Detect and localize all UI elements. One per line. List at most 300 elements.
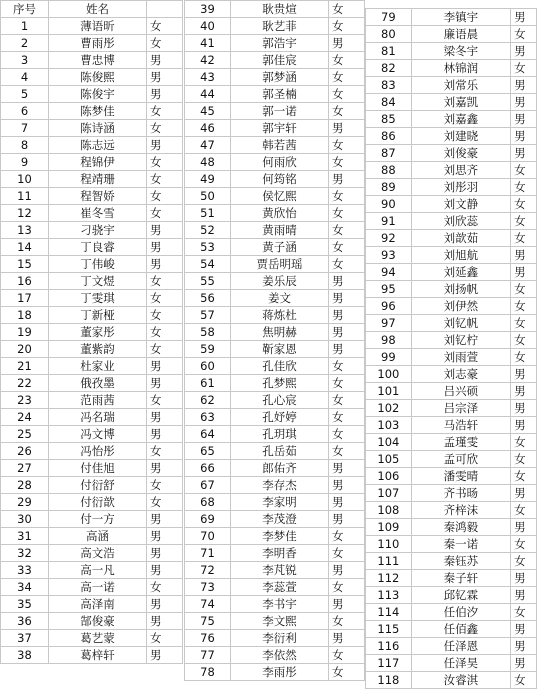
cell-name[interactable]: 何筠铭 xyxy=(231,171,329,188)
cell-no[interactable]: 50 xyxy=(185,188,231,205)
cell-name[interactable]: 郭宇轩 xyxy=(231,120,329,137)
cell-no[interactable]: 73 xyxy=(185,579,231,596)
cell-name[interactable]: 秦一诺 xyxy=(411,536,510,553)
cell-no[interactable]: 113 xyxy=(366,587,412,604)
cell-no[interactable]: 77 xyxy=(185,647,231,664)
cell-no[interactable]: 28 xyxy=(1,477,49,494)
cell-name[interactable]: 陈俊宇 xyxy=(49,86,147,103)
cell-gender[interactable]: 女 xyxy=(147,18,183,35)
cell-no[interactable]: 5 xyxy=(1,86,49,103)
cell-gender[interactable]: 男 xyxy=(511,366,537,383)
cell-name[interactable]: 李依然 xyxy=(231,647,329,664)
cell-name[interactable]: 刘嘉凯 xyxy=(411,94,510,111)
cell-gender[interactable]: 女 xyxy=(329,545,365,562)
cell-gender[interactable]: 女 xyxy=(329,188,365,205)
cell-no[interactable]: 67 xyxy=(185,477,231,494)
cell-no[interactable]: 75 xyxy=(185,613,231,630)
cell-gender[interactable]: 男 xyxy=(147,375,183,392)
cell-name[interactable]: 靳家恩 xyxy=(231,341,329,358)
cell-no[interactable]: 101 xyxy=(366,383,412,400)
cell-gender[interactable]: 男 xyxy=(329,324,365,341)
cell-gender[interactable]: 女 xyxy=(329,154,365,171)
cell-gender[interactable]: 女 xyxy=(147,307,183,324)
cell-gender[interactable]: 男 xyxy=(147,69,183,86)
cell-name[interactable]: 吕宗泽 xyxy=(411,400,510,417)
cell-gender[interactable]: 女 xyxy=(511,604,537,621)
cell-gender[interactable]: 女 xyxy=(147,477,183,494)
cell-name[interactable]: 秦钰苏 xyxy=(411,553,510,570)
cell-no[interactable]: 22 xyxy=(1,375,49,392)
cell-no[interactable]: 18 xyxy=(1,307,49,324)
cell-gender[interactable]: 女 xyxy=(329,86,365,103)
cell-gender[interactable]: 男 xyxy=(511,485,537,502)
cell-gender[interactable]: 女 xyxy=(511,213,537,230)
cell-name[interactable]: 程锦伊 xyxy=(49,154,147,171)
cell-gender[interactable]: 女 xyxy=(511,281,537,298)
cell-name[interactable]: 丁伟峻 xyxy=(49,256,147,273)
cell-no[interactable]: 102 xyxy=(366,400,412,417)
cell-gender[interactable]: 男 xyxy=(147,562,183,579)
cell-gender[interactable]: 女 xyxy=(147,630,183,647)
cell-name[interactable]: 冯文博 xyxy=(49,426,147,443)
cell-gender[interactable]: 女 xyxy=(329,222,365,239)
cell-gender[interactable]: 女 xyxy=(329,103,365,120)
cell-name[interactable]: 郭梦涵 xyxy=(231,69,329,86)
cell-no[interactable]: 82 xyxy=(366,60,412,77)
cell-no[interactable]: 95 xyxy=(366,281,412,298)
cell-name[interactable]: 任伯汐 xyxy=(411,604,510,621)
cell-gender[interactable]: 女 xyxy=(147,392,183,409)
cell-gender[interactable]: 男 xyxy=(511,94,537,111)
cell-gender[interactable]: 女 xyxy=(147,171,183,188)
cell-no[interactable]: 97 xyxy=(366,315,412,332)
cell-gender[interactable]: 男 xyxy=(147,596,183,613)
cell-no[interactable]: 57 xyxy=(185,307,231,324)
cell-gender[interactable]: 男 xyxy=(329,562,365,579)
cell-gender[interactable]: 女 xyxy=(329,579,365,596)
cell-gender[interactable]: 女 xyxy=(511,162,537,179)
cell-no[interactable]: 118 xyxy=(366,672,412,689)
cell-no[interactable]: 49 xyxy=(185,171,231,188)
cell-name[interactable]: 董家彤 xyxy=(49,324,147,341)
cell-gender[interactable]: 男 xyxy=(329,630,365,647)
cell-gender[interactable]: 女 xyxy=(511,502,537,519)
cell-name[interactable]: 薄语昕 xyxy=(49,18,147,35)
cell-gender[interactable]: 女 xyxy=(147,341,183,358)
cell-name[interactable]: 侯忆熙 xyxy=(231,188,329,205)
cell-no[interactable]: 109 xyxy=(366,519,412,536)
cell-no[interactable]: 64 xyxy=(185,426,231,443)
cell-no[interactable]: 92 xyxy=(366,230,412,247)
cell-no[interactable]: 3 xyxy=(1,52,49,69)
cell-name[interactable]: 刘嘉鑫 xyxy=(411,111,510,128)
cell-no[interactable]: 104 xyxy=(366,434,412,451)
cell-name[interactable]: 孔妤婷 xyxy=(231,409,329,426)
cell-name[interactable]: 李存杰 xyxy=(231,477,329,494)
cell-name[interactable]: 杜家业 xyxy=(49,358,147,375)
cell-name[interactable]: 陈志远 xyxy=(49,137,147,154)
cell-no[interactable]: 98 xyxy=(366,332,412,349)
cell-name[interactable]: 陈俊熙 xyxy=(49,69,147,86)
cell-gender[interactable]: 女 xyxy=(329,426,365,443)
cell-name[interactable]: 冯名瑞 xyxy=(49,409,147,426)
cell-name[interactable]: 刘俊豪 xyxy=(411,145,510,162)
cell-gender[interactable]: 女 xyxy=(329,239,365,256)
cell-name[interactable]: 姜乐辰 xyxy=(231,273,329,290)
cell-no[interactable]: 81 xyxy=(366,43,412,60)
cell-name[interactable]: 刘常乐 xyxy=(411,77,510,94)
cell-gender[interactable]: 女 xyxy=(329,358,365,375)
cell-no[interactable]: 106 xyxy=(366,468,412,485)
cell-name[interactable]: 高一凡 xyxy=(49,562,147,579)
cell-name[interactable]: 李书宇 xyxy=(231,596,329,613)
cell-name[interactable]: 郭浩宇 xyxy=(231,35,329,52)
cell-no[interactable]: 53 xyxy=(185,239,231,256)
cell-gender[interactable]: 女 xyxy=(511,672,537,689)
cell-name[interactable]: 耿艺菲 xyxy=(231,18,329,35)
cell-gender[interactable]: 男 xyxy=(147,239,183,256)
cell-name[interactable]: 付佳旭 xyxy=(49,460,147,477)
cell-no[interactable]: 60 xyxy=(185,358,231,375)
cell-gender[interactable]: 男 xyxy=(329,290,365,307)
cell-no[interactable]: 114 xyxy=(366,604,412,621)
header-gender[interactable] xyxy=(147,1,183,18)
cell-no[interactable]: 51 xyxy=(185,205,231,222)
cell-name[interactable]: 齐书旸 xyxy=(411,485,510,502)
cell-name[interactable]: 高文浩 xyxy=(49,545,147,562)
cell-gender[interactable]: 女 xyxy=(147,120,183,137)
cell-no[interactable]: 38 xyxy=(1,647,49,664)
cell-name[interactable]: 吕兴硕 xyxy=(411,383,510,400)
cell-no[interactable]: 45 xyxy=(185,103,231,120)
cell-name[interactable]: 郭佳宸 xyxy=(231,52,329,69)
cell-gender[interactable]: 女 xyxy=(329,528,365,545)
cell-gender[interactable]: 女 xyxy=(329,409,365,426)
cell-gender[interactable]: 女 xyxy=(147,579,183,596)
cell-gender[interactable]: 男 xyxy=(329,511,365,528)
cell-gender[interactable]: 男 xyxy=(329,477,365,494)
cell-no[interactable]: 16 xyxy=(1,273,49,290)
cell-no[interactable]: 83 xyxy=(366,77,412,94)
cell-name[interactable]: 刘延鑫 xyxy=(411,264,510,281)
cell-no[interactable]: 4 xyxy=(1,69,49,86)
cell-gender[interactable]: 男 xyxy=(329,460,365,477)
cell-name[interactable]: 曹忠博 xyxy=(49,52,147,69)
cell-gender[interactable]: 女 xyxy=(147,443,183,460)
cell-no[interactable]: 31 xyxy=(1,528,49,545)
cell-gender[interactable]: 男 xyxy=(511,587,537,604)
cell-gender[interactable]: 男 xyxy=(147,511,183,528)
cell-gender[interactable]: 男 xyxy=(329,35,365,52)
cell-gender[interactable]: 男 xyxy=(147,358,183,375)
cell-no[interactable]: 79 xyxy=(366,9,412,26)
cell-no[interactable]: 1 xyxy=(1,18,49,35)
cell-name[interactable]: 李梦佳 xyxy=(231,528,329,545)
cell-no[interactable]: 9 xyxy=(1,154,49,171)
cell-name[interactable]: 付衍舒 xyxy=(49,477,147,494)
cell-name[interactable]: 刘钇帆 xyxy=(411,315,510,332)
cell-gender[interactable]: 男 xyxy=(147,613,183,630)
cell-no[interactable]: 40 xyxy=(185,18,231,35)
cell-gender[interactable]: 女 xyxy=(511,230,537,247)
cell-gender[interactable]: 男 xyxy=(329,120,365,137)
cell-gender[interactable]: 男 xyxy=(511,638,537,655)
cell-no[interactable]: 65 xyxy=(185,443,231,460)
cell-gender[interactable]: 男 xyxy=(511,383,537,400)
cell-name[interactable]: 刘钇柠 xyxy=(411,332,510,349)
cell-no[interactable]: 63 xyxy=(185,409,231,426)
cell-gender[interactable]: 男 xyxy=(511,111,537,128)
cell-gender[interactable]: 女 xyxy=(329,205,365,222)
cell-gender[interactable]: 女 xyxy=(147,103,183,120)
cell-name[interactable]: 刘歆茹 xyxy=(411,230,510,247)
cell-no[interactable]: 14 xyxy=(1,239,49,256)
cell-no[interactable]: 44 xyxy=(185,86,231,103)
cell-no[interactable]: 6 xyxy=(1,103,49,120)
cell-gender[interactable]: 女 xyxy=(511,315,537,332)
cell-no[interactable]: 32 xyxy=(1,545,49,562)
cell-no[interactable]: 116 xyxy=(366,638,412,655)
cell-no[interactable]: 52 xyxy=(185,222,231,239)
cell-name[interactable]: 刘旭航 xyxy=(411,247,510,264)
cell-gender[interactable]: 女 xyxy=(147,188,183,205)
cell-no[interactable]: 103 xyxy=(366,417,412,434)
cell-no[interactable]: 33 xyxy=(1,562,49,579)
cell-no[interactable]: 107 xyxy=(366,485,412,502)
cell-no[interactable]: 61 xyxy=(185,375,231,392)
cell-gender[interactable]: 男 xyxy=(329,273,365,290)
cell-name[interactable]: 郎佑齐 xyxy=(231,460,329,477)
cell-gender[interactable]: 男 xyxy=(329,341,365,358)
cell-gender[interactable]: 男 xyxy=(147,86,183,103)
cell-no[interactable]: 100 xyxy=(366,366,412,383)
cell-name[interactable]: 陈梦佳 xyxy=(49,103,147,120)
cell-gender[interactable]: 女 xyxy=(511,468,537,485)
cell-gender[interactable]: 女 xyxy=(511,349,537,366)
cell-no[interactable]: 89 xyxy=(366,179,412,196)
cell-no[interactable]: 39 xyxy=(185,1,231,18)
cell-name[interactable]: 俄孜墨 xyxy=(49,375,147,392)
cell-no[interactable]: 59 xyxy=(185,341,231,358)
cell-gender[interactable]: 男 xyxy=(147,426,183,443)
cell-name[interactable]: 黄欣怡 xyxy=(231,205,329,222)
cell-name[interactable]: 耿贵煊 xyxy=(231,1,329,18)
cell-no[interactable]: 58 xyxy=(185,324,231,341)
cell-gender[interactable]: 男 xyxy=(147,222,183,239)
cell-no[interactable]: 42 xyxy=(185,52,231,69)
cell-gender[interactable]: 女 xyxy=(147,35,183,52)
cell-gender[interactable]: 女 xyxy=(329,52,365,69)
cell-gender[interactable]: 女 xyxy=(511,553,537,570)
cell-no[interactable]: 54 xyxy=(185,256,231,273)
cell-no[interactable]: 37 xyxy=(1,630,49,647)
cell-no[interactable]: 29 xyxy=(1,494,49,511)
cell-name[interactable]: 孔岳茹 xyxy=(231,443,329,460)
cell-no[interactable]: 17 xyxy=(1,290,49,307)
cell-name[interactable]: 齐梓沫 xyxy=(411,502,510,519)
cell-name[interactable]: 刘欣蕊 xyxy=(411,213,510,230)
cell-name[interactable]: 高一诺 xyxy=(49,579,147,596)
cell-gender[interactable]: 女 xyxy=(147,494,183,511)
cell-name[interactable]: 贾岳明瑶 xyxy=(231,256,329,273)
cell-no[interactable]: 94 xyxy=(366,264,412,281)
cell-gender[interactable]: 男 xyxy=(329,596,365,613)
cell-name[interactable]: 丁良睿 xyxy=(49,239,147,256)
cell-no[interactable]: 74 xyxy=(185,596,231,613)
cell-no[interactable]: 36 xyxy=(1,613,49,630)
cell-no[interactable]: 55 xyxy=(185,273,231,290)
cell-gender[interactable]: 女 xyxy=(147,290,183,307)
cell-no[interactable]: 96 xyxy=(366,298,412,315)
cell-no[interactable]: 76 xyxy=(185,630,231,647)
cell-name[interactable]: 任泽恩 xyxy=(411,638,510,655)
cell-gender[interactable]: 女 xyxy=(329,137,365,154)
cell-no[interactable]: 78 xyxy=(185,664,231,681)
cell-name[interactable]: 孔心宸 xyxy=(231,392,329,409)
header-no[interactable]: 序号 xyxy=(1,1,49,18)
cell-name[interactable]: 李蕊萱 xyxy=(231,579,329,596)
cell-name[interactable]: 焦明赫 xyxy=(231,324,329,341)
cell-gender[interactable]: 女 xyxy=(511,434,537,451)
cell-no[interactable]: 88 xyxy=(366,162,412,179)
cell-name[interactable]: 孔梦熙 xyxy=(231,375,329,392)
cell-name[interactable]: 程靖珊 xyxy=(49,171,147,188)
cell-gender[interactable]: 男 xyxy=(329,307,365,324)
cell-name[interactable]: 任佰鑫 xyxy=(411,621,510,638)
cell-no[interactable]: 23 xyxy=(1,392,49,409)
cell-no[interactable]: 70 xyxy=(185,528,231,545)
cell-name[interactable]: 付一方 xyxy=(49,511,147,528)
cell-no[interactable]: 21 xyxy=(1,358,49,375)
cell-no[interactable]: 85 xyxy=(366,111,412,128)
cell-name[interactable]: 韩若茜 xyxy=(231,137,329,154)
cell-name[interactable]: 郭圣楠 xyxy=(231,86,329,103)
cell-gender[interactable]: 女 xyxy=(147,205,183,222)
cell-gender[interactable]: 男 xyxy=(511,128,537,145)
cell-gender[interactable]: 男 xyxy=(511,621,537,638)
cell-no[interactable]: 13 xyxy=(1,222,49,239)
cell-gender[interactable]: 女 xyxy=(511,332,537,349)
cell-name[interactable]: 高涵 xyxy=(49,528,147,545)
cell-name[interactable]: 李雨彤 xyxy=(231,664,329,681)
cell-no[interactable]: 87 xyxy=(366,145,412,162)
cell-gender[interactable]: 女 xyxy=(329,375,365,392)
cell-no[interactable]: 24 xyxy=(1,409,49,426)
cell-name[interactable]: 潘雯晴 xyxy=(411,468,510,485)
cell-gender[interactable]: 男 xyxy=(147,545,183,562)
cell-name[interactable]: 葛艺蒙 xyxy=(49,630,147,647)
cell-no[interactable]: 84 xyxy=(366,94,412,111)
cell-no[interactable]: 11 xyxy=(1,188,49,205)
cell-no[interactable]: 8 xyxy=(1,137,49,154)
cell-no[interactable]: 117 xyxy=(366,655,412,672)
cell-no[interactable]: 56 xyxy=(185,290,231,307)
cell-no[interactable]: 80 xyxy=(366,26,412,43)
cell-gender[interactable]: 男 xyxy=(511,264,537,281)
cell-name[interactable]: 葛梓轩 xyxy=(49,647,147,664)
cell-name[interactable]: 黄子涵 xyxy=(231,239,329,256)
cell-gender[interactable]: 女 xyxy=(329,443,365,460)
cell-name[interactable]: 刘彤羽 xyxy=(411,179,510,196)
cell-no[interactable]: 66 xyxy=(185,460,231,477)
cell-name[interactable]: 高泽南 xyxy=(49,596,147,613)
cell-no[interactable]: 35 xyxy=(1,596,49,613)
cell-no[interactable]: 47 xyxy=(185,137,231,154)
cell-name[interactable]: 秦鸿毅 xyxy=(411,519,510,536)
cell-gender[interactable]: 女 xyxy=(329,18,365,35)
cell-name[interactable]: 姜文 xyxy=(231,290,329,307)
cell-name[interactable]: 汝睿淇 xyxy=(411,672,510,689)
cell-name[interactable]: 董紫韵 xyxy=(49,341,147,358)
cell-no[interactable]: 91 xyxy=(366,213,412,230)
cell-gender[interactable]: 女 xyxy=(329,69,365,86)
cell-name[interactable]: 李芃锐 xyxy=(231,562,329,579)
cell-name[interactable]: 范雨茜 xyxy=(49,392,147,409)
cell-no[interactable]: 27 xyxy=(1,460,49,477)
cell-no[interactable]: 12 xyxy=(1,205,49,222)
cell-no[interactable]: 41 xyxy=(185,35,231,52)
cell-name[interactable]: 刘雨萱 xyxy=(411,349,510,366)
cell-name[interactable]: 丁新桠 xyxy=(49,307,147,324)
cell-gender[interactable]: 男 xyxy=(147,137,183,154)
cell-gender[interactable]: 女 xyxy=(511,26,537,43)
cell-name[interactable]: 孟瑾雯 xyxy=(411,434,510,451)
cell-gender[interactable]: 女 xyxy=(147,324,183,341)
cell-gender[interactable]: 男 xyxy=(511,400,537,417)
cell-name[interactable]: 廉语晨 xyxy=(411,26,510,43)
cell-name[interactable]: 陈诗涵 xyxy=(49,120,147,137)
cell-name[interactable]: 梁冬宇 xyxy=(411,43,510,60)
cell-gender[interactable]: 男 xyxy=(511,570,537,587)
cell-gender[interactable]: 女 xyxy=(147,273,183,290)
cell-name[interactable]: 马浩轩 xyxy=(411,417,510,434)
cell-no[interactable]: 72 xyxy=(185,562,231,579)
cell-no[interactable]: 2 xyxy=(1,35,49,52)
cell-no[interactable]: 86 xyxy=(366,128,412,145)
cell-no[interactable]: 34 xyxy=(1,579,49,596)
cell-gender[interactable]: 女 xyxy=(511,451,537,468)
cell-name[interactable]: 李文熙 xyxy=(231,613,329,630)
cell-gender[interactable]: 男 xyxy=(147,52,183,69)
cell-gender[interactable]: 男 xyxy=(511,247,537,264)
cell-name[interactable]: 何雨欣 xyxy=(231,154,329,171)
cell-no[interactable]: 112 xyxy=(366,570,412,587)
cell-gender[interactable]: 男 xyxy=(511,145,537,162)
cell-no[interactable]: 90 xyxy=(366,196,412,213)
cell-no[interactable]: 115 xyxy=(366,621,412,638)
cell-name[interactable]: 刘伊然 xyxy=(411,298,510,315)
cell-no[interactable]: 7 xyxy=(1,120,49,137)
cell-no[interactable]: 43 xyxy=(185,69,231,86)
cell-no[interactable]: 19 xyxy=(1,324,49,341)
cell-name[interactable]: 崔冬雪 xyxy=(49,205,147,222)
cell-gender[interactable]: 男 xyxy=(329,171,365,188)
cell-no[interactable]: 99 xyxy=(366,349,412,366)
cell-name[interactable]: 刘志豪 xyxy=(411,366,510,383)
cell-name[interactable]: 孟可欣 xyxy=(411,451,510,468)
cell-no[interactable]: 20 xyxy=(1,341,49,358)
cell-name[interactable]: 李明香 xyxy=(231,545,329,562)
cell-no[interactable]: 25 xyxy=(1,426,49,443)
cell-name[interactable]: 刘建晓 xyxy=(411,128,510,145)
cell-name[interactable]: 刘扬帆 xyxy=(411,281,510,298)
cell-name[interactable]: 刘文静 xyxy=(411,196,510,213)
cell-gender[interactable]: 男 xyxy=(147,528,183,545)
cell-no[interactable]: 26 xyxy=(1,443,49,460)
cell-name[interactable]: 丁雯琪 xyxy=(49,290,147,307)
cell-name[interactable]: 程智娇 xyxy=(49,188,147,205)
cell-name[interactable]: 林锦润 xyxy=(411,60,510,77)
